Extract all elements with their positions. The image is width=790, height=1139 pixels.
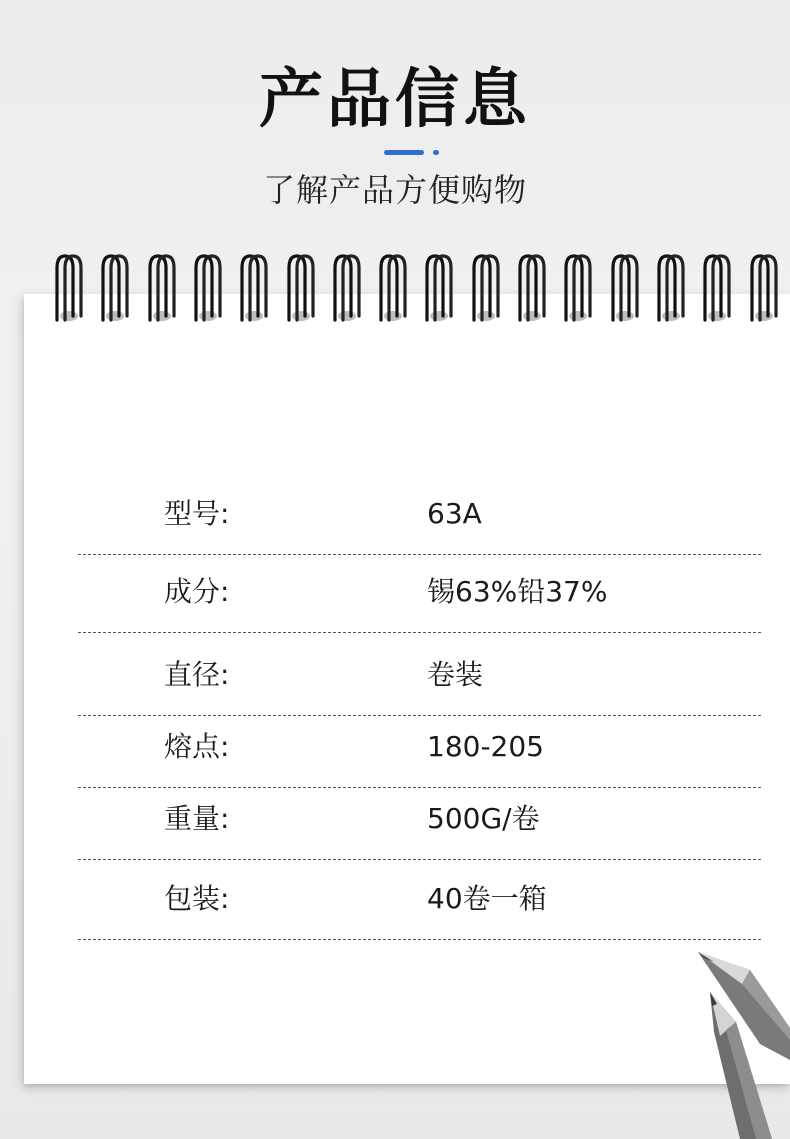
spiral-binding (0, 252, 790, 332)
binding-hole (60, 311, 78, 321)
binding-ring-icon (52, 252, 86, 328)
binding-hole (384, 311, 402, 321)
spec-value: 锡63%铅37% (427, 575, 608, 608)
spec-row-model (78, 482, 761, 555)
spec-value: 40卷一箱 (427, 882, 547, 915)
binding-hole (616, 311, 634, 321)
spec-row-diameter (78, 643, 761, 716)
binding-hole (245, 311, 263, 321)
binding-ring-icon (98, 252, 132, 328)
binding-hole (153, 311, 171, 321)
binding-hole (292, 311, 310, 321)
spec-row-melting-point (78, 715, 761, 788)
binding-hole (199, 311, 217, 321)
spec-row-weight (78, 787, 761, 860)
spec-label: 包装: (164, 882, 230, 915)
spec-row-packaging (78, 867, 761, 940)
binding-hole (755, 311, 773, 321)
binding-hole (338, 311, 356, 321)
binding-ring-icon (237, 252, 271, 328)
page-title: 产品信息 (259, 63, 531, 137)
binding-hole (430, 311, 448, 321)
binding-ring-icon (700, 252, 734, 328)
binding-ring-icon (561, 252, 595, 328)
spec-label: 重量: (164, 802, 230, 835)
binding-hole (708, 311, 726, 321)
binding-ring-icon (145, 252, 179, 328)
binding-hole (106, 311, 124, 321)
spec-label: 型号: (164, 497, 230, 530)
spec-value: 63A (427, 497, 482, 530)
spec-label: 成分: (164, 575, 230, 608)
binding-ring-icon (515, 252, 549, 328)
binding-ring-icon (654, 252, 688, 328)
pencils-icon (690, 940, 790, 1139)
accent-dot (433, 150, 439, 155)
binding-hole (477, 311, 495, 321)
binding-hole (523, 311, 541, 321)
spec-value: 500G/卷 (427, 802, 540, 835)
spec-value: 180-205 (427, 730, 544, 763)
spec-label: 熔点: (164, 730, 230, 763)
spec-label: 直径: (164, 658, 230, 691)
page-subtitle: 了解产品方便购物 (262, 171, 527, 209)
binding-ring-icon (191, 252, 225, 328)
binding-ring-icon (608, 252, 642, 328)
binding-ring-icon (422, 252, 456, 328)
binding-hole (569, 311, 587, 321)
spec-row-composition (78, 560, 761, 633)
spec-value: 卷装 (427, 658, 484, 691)
accent-bar (384, 150, 424, 155)
binding-ring-icon (284, 252, 318, 328)
binding-ring-icon (469, 252, 503, 328)
binding-hole (662, 311, 680, 321)
binding-ring-icon (747, 252, 781, 328)
binding-ring-icon (376, 252, 410, 328)
binding-ring-icon (330, 252, 364, 328)
